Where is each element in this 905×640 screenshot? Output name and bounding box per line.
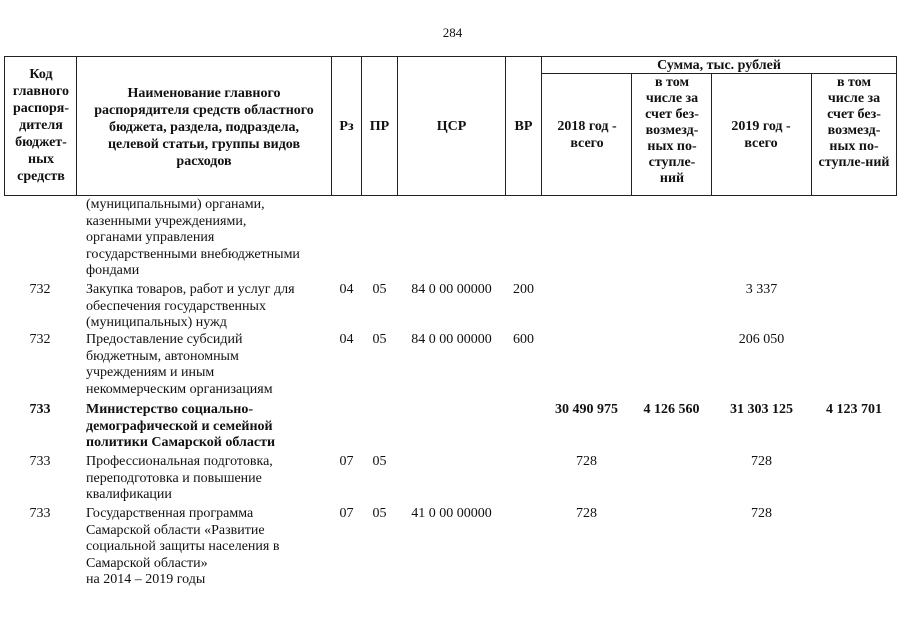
row-csr: 84 0 00 00000	[411, 282, 492, 297]
col-border	[631, 73, 632, 196]
row-name: Закупка товаров, работ и услуг для обеспечения государственных (муниципальных) нужд	[86, 282, 295, 331]
header-name: Наименование главного распорядителя средств областного бюджета, раздела, подраздела, целевой статьи, группы видов расходов	[94, 86, 314, 169]
row-code: 733	[29, 506, 51, 521]
header-csr: ЦСР	[436, 119, 467, 134]
row-sum-2019: 31 303 125	[730, 402, 793, 417]
header-2018-free: в том числе за счет без-возмезд-ных по-ступле-ний	[645, 75, 699, 186]
row-free-2018: 4 126 560	[643, 402, 700, 417]
row-sum-2019: 728	[751, 506, 772, 521]
col-border	[541, 56, 542, 196]
col-border	[896, 56, 897, 196]
row-code: 732	[29, 332, 51, 347]
row-rz: 04	[339, 282, 354, 297]
row-name: Предоставление субсидий бюджетным, автономным учреждениям и иным некоммерческим организациям	[86, 332, 273, 397]
header-rz: Рз	[339, 119, 354, 134]
row-sum-2018: 728	[576, 506, 597, 521]
header-code: Код главного распоря-дителя бюджет-ных средств	[12, 67, 70, 184]
row-name: Государственная программа Самарской области «Развитие социальной защиты населения в Самарской области» на 2014 – 2019 годы	[86, 506, 280, 588]
header-2019-free: в том числе за счет без-возмезд-ных по-ступле-ний	[818, 75, 890, 170]
row-name: Профессиональная подготовка, переподготовка и повышение квалификации	[86, 454, 273, 503]
header-sum-group: Сумма, тыс. рублей	[657, 58, 781, 73]
row-sum-2019: 3 337	[745, 282, 778, 297]
row-pr: 05	[372, 506, 387, 521]
row-pr: 05	[372, 332, 387, 347]
row-sum-2019: 206 050	[738, 332, 785, 347]
header-2019-total: 2019 год - всего	[731, 119, 791, 151]
row-sum-2018: 728	[576, 454, 597, 469]
row-csr: 41 0 00 00000	[411, 506, 492, 521]
row-pr: 05	[372, 282, 387, 297]
row-rz: 07	[339, 506, 354, 521]
row-code: 733	[29, 454, 51, 469]
row-code: 732	[29, 282, 51, 297]
header-bottom-border	[4, 195, 897, 196]
row-csr: 84 0 00 00000	[411, 332, 492, 347]
row-vr: 600	[513, 332, 534, 347]
row-free-2019: 4 123 701	[826, 402, 882, 417]
row-rz: 07	[339, 454, 354, 469]
row-code: 733	[29, 402, 51, 417]
row-vr: 200	[513, 282, 534, 297]
header-pr: ПР	[369, 119, 390, 134]
col-border	[76, 56, 77, 196]
row-name: Министерство социально- демографической и семейной политики Самарской области	[86, 402, 276, 451]
row-pr: 05	[372, 454, 387, 469]
col-border	[811, 73, 812, 196]
page-number: 284	[442, 25, 463, 40]
col-border	[711, 73, 712, 196]
row-name: (муниципальными) органами, казенными учреждениями, органами управления государственными внебюджетными фондами	[86, 197, 300, 279]
row-rz: 04	[339, 332, 354, 347]
row-sum-2018: 30 490 975	[555, 402, 618, 417]
header-2018-total: 2018 год - всего	[557, 119, 617, 151]
header-vr: ВР	[514, 119, 533, 134]
col-border	[4, 56, 5, 196]
row-sum-2019: 728	[751, 454, 772, 469]
